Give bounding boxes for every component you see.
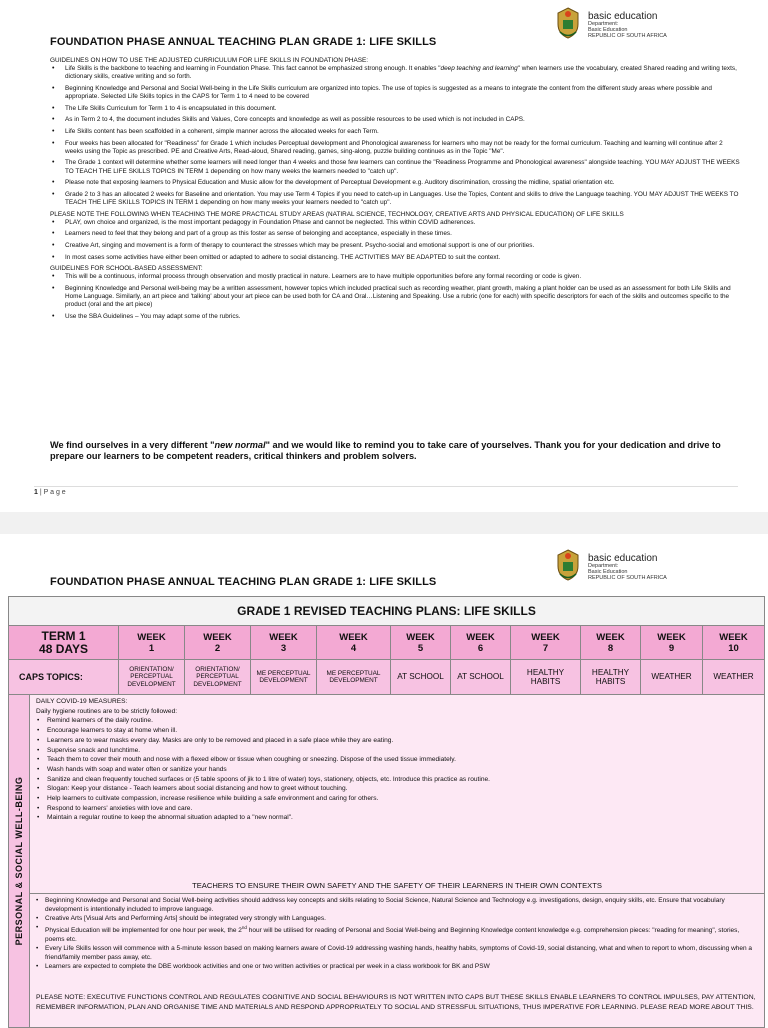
dbe-logo [554,548,704,588]
week-number: 4 [350,642,357,654]
list-item: • Wash hands with soap and water often or sanitize your hands [36,765,758,775]
list-item: • This will be a continuous, informal process through observation and mostly practical in nature. Learners are to have multiple opportunities before any formal recording or code is given. [50,273,740,281]
list-item: • Four weeks has been allocated for "Readiness" for Grade 1 which includes Perceptual development and Phonological awareness for learners who may not be ready for the formal curriculum. Teaching and learning will continue after 2 weeks using the Topic as prescribed. PE and Creative Arts, Read-aloud, Shared reading, games, sing-along, puzzle building continues as in the Topic "Me". [50,140,740,156]
list-item: • Help learners to cultivate compassion, increase resilience while building a safe environment and caring for others. [36,794,758,804]
page-separator [0,512,768,534]
week-header [641,626,703,659]
executive-functions-note: PLEASE NOTE: EXECUTIVE FUNCTIONS CONTROL AND REGULATES COGNITIVE AND SOCIAL BEHAVIOURS IS NOT WRITTEN INTO CAPS BUT THESE SKILLS ENABLE LEARNERS TO CONTROL IMPULSES, PAY ATTENTION, REMEMBER INFORMATION, PLAN AND ORGANISE TIME AND MATERIALS AND RESPOND APPROPRIATELY TO SOCIAL AND STRESSFUL SITUATIONS, THUS IMPERATIVE FOR LEARNING. PLEASE READ MORE ABOUT THIS. [36,994,756,1011]
week-header [119,626,185,659]
list-item: • Please note that exposing learners to Physical Education and Music allow for the development of Perceptual Development e.g. Auditory discrimination, crossing the midline, spatial orientation etc. [50,179,740,187]
list-item: • The Life Skills Curriculum for Term 1 to 4 is encapsulated in this document. [50,105,740,113]
week-label: WEEK [466,631,495,643]
week-header [185,626,251,659]
week-header [581,626,641,659]
week-header [703,626,764,659]
list-item: • Creative Arts [Visual Arts and Performing Arts] should be integrated very strongly with Languages. [36,915,758,924]
covid-list [36,716,758,823]
section-divider [30,893,764,894]
guidelines-list [50,65,740,207]
list-item: • PLAY, own choice and organized, is the most important pedagogy in Foundation Phase and cannot be neglected. This within COVID adherences. [50,219,740,227]
topic-cell: HEALTHY HABITS [511,660,581,694]
list-item: • Maintain a regular routine to keep the abnormal situation adapted to a "new normal". [36,813,758,823]
week-number: 8 [607,642,614,654]
week-label: WEEK [339,631,368,643]
topic-cell: ME PERCEPTUAL DEVELOPMENT [317,660,391,694]
assessment-list [50,273,740,321]
covid-subheader: Daily hygiene routines are to be strictly followed: [36,707,178,715]
list-item: • Use the SBA Guidelines – You may adapt some of the rubrics. [50,313,740,321]
list-item: • Beginning Knowledge and Personal and Social Well-being activities should address key concepts and skills relating to Social Science, Natural Science and Technology e.g. investigations, design, enquiry skills, etc. Ensure that vocabulary development is intentionally included to improve language. [36,897,758,915]
page-number: 1 | P a g e [34,489,66,496]
week-label: WEEK [406,631,435,643]
document-page-2 [0,534,768,1024]
dbe-logo [554,6,704,46]
week-header [317,626,391,659]
week-number: 9 [668,642,675,654]
topic-cell: AT SCHOOL [391,660,451,694]
week-number: 5 [417,642,424,654]
week-number: 2 [214,642,221,654]
week-number: 6 [477,642,484,654]
topic-cell: ORIENTATION/ PERCEPTUAL DEVELOPMENT [119,660,185,694]
logo-line1: Department: [588,21,619,27]
guidelines-section [50,57,740,325]
list-item: • Life Skills is the backbone to teaching and learning in Foundation Phase. This fact cannot be emphasized strong enough. It enables "deep teaching and learning" when learners use the vocabulary, created Shared reading and writing texts, dictionary skills, creative writing and so forth. [50,65,740,81]
page-footer-rule [34,486,738,487]
caps-topics-row [9,660,764,695]
list-item: • Encourage learners to stay at home when ill. [36,726,758,736]
list-item: • Slogan: Keep your distance - Teach learners about social distancing and how to greet without touching. [36,784,758,794]
list-item: • Physical Education will be implemented for one hour per week, the 2nd hour will be utilised for reading of Personal and Social Well-being and Beginning Knowledge content knowledge e.g. comprehension pieces: "reading for meaning", stories, poems etc. [36,924,758,945]
topic-cell: HEALTHY HABITS [581,660,641,694]
closing-part-b: " and we would like to remind you to take care of yourselves. Thank you for your dedication and drive to prepare our learners to be competent readers, critical thinkers and problem solvers. [50,440,721,461]
logo-line2: Basic Education [588,569,628,575]
page-title: FOUNDATION PHASE ANNUAL TEACHING PLAN GRADE 1: LIFE SKILLS [50,36,437,48]
page-title: FOUNDATION PHASE ANNUAL TEACHING PLAN GRADE 1: LIFE SKILLS [50,576,437,588]
covid-header: DAILY COVID-19 MEASURES: [36,698,128,705]
list-item: • Respond to learners' anxieties with love and care. [36,804,758,814]
teachers-safety-line: TEACHERS TO ENSURE THEIR OWN SAFETY AND THE SAFETY OF THEIR LEARNERS IN THEIR OWN CONTEXTS [192,881,602,890]
list-item: • Creative Art, singing and movement is a form of therapy to counteract the stresses which may be present. Psycho-social and emotional support is one of our priorities. [50,242,740,250]
term-cell [9,626,119,659]
list-item: • Teach them to cover their mouth and nose with a flexed elbow or tissue when coughing or sneezing. Dispose of the used tissue immediately. [36,755,758,765]
week-label: WEEK [531,631,560,643]
list-item: • Supervise snack and lunchtime. [36,746,758,756]
topic-cell: ME PERCEPTUAL DEVELOPMENT [251,660,317,694]
page-number-value: 1 [34,489,38,496]
list-item: • Every Life Skills lesson will commence with a 5-minute lesson based on making learners aware of Covid-19 addressing washing hands, healthy habits, symptoms of Covid-19, social distancing, what and when to report to whom, discussing when a friend/family member pass away, etc. [36,945,758,963]
topic-cell: WEATHER [713,672,754,682]
week-number: 10 [728,642,739,654]
bk-psw-section [36,897,758,971]
study-area-side-label [9,695,30,1027]
list-item: • The Grade 1 context will determine whether some learners will need longer than 4 weeks and those few learners can continue the "Readiness Programme and Phonological awareness" alongside teaching. YOU MAY ADJUST THE WEEKS TO TEACH THE LIFE SKILLS TOPICS IN TERM 1 depending on how many weeks the learners needed to "catch up". [50,159,740,175]
logo-line3: REPUBLIC OF SOUTH AFRICA [588,33,667,39]
caps-topics-label: CAPS TOPICS: [9,660,119,694]
coat-of-arms-icon [554,6,582,40]
page-label: P a g e [43,489,66,496]
week-label: WEEK [657,631,686,643]
guidelines-header: GUIDELINES ON HOW TO USE THE ADJUSTED CURRICULUM FOR LIFE SKILLS IN FOUNDATION PHASE: [50,57,369,64]
week-number: 3 [280,642,287,654]
covid-measures-section [36,697,758,823]
list-item: • Learners are to wear masks every day. Masks are only to be removed and placed in a safe place while they are eating. [36,736,758,746]
week-header [391,626,451,659]
plan-body [30,695,764,1027]
list-item: • Learners need to feel that they belong and part of a group as this foster as sense of belonging and acceptance, especially in these times. [50,230,740,238]
week-label: WEEK [596,631,625,643]
week-label: WEEK [719,631,748,643]
logo-name: basic education [588,553,658,564]
logo-line1: Department: [588,563,619,569]
practical-list [50,219,740,262]
document-page-1 [0,0,768,512]
topic-cell: WEATHER [641,660,703,694]
week-header [451,626,511,659]
list-item: • Learners are expected to complete the DBE workbook activities and one or two written activities or practical per week in a class workbook for BK and PSW [36,963,758,972]
table-title: GRADE 1 REVISED TEACHING PLANS: LIFE SKILLS [9,597,764,626]
logo-name: basic education [588,11,658,22]
list-item: • In most cases some activities have either been omitted or adapted to adhere to social distancing. THE ACTIVITIES MAY BE ADAPTED to suit the context. [50,254,740,262]
week-label: WEEK [137,631,166,643]
week-number: 1 [148,642,155,654]
list-item: • Remind learners of the daily routine. [36,716,758,726]
closing-message [50,440,740,462]
list-item: • Grade 2 to 3 has an allocated 2 weeks for Baseline and orientation. You may use Term 4 Topics if you need to catch-up in Languages. Use the Topics, Content and skills to drive the Language teaching. YOU MAY ADJUST THE WEEKS TO TEACH THE LIFE SKILLS TOPICS IN TERM 1 depending on how many weeks your learners needed to "catch up". [50,191,740,207]
list-item: • Beginning Knowledge and Personal well-being may be a written assessment, however topics which included practical such as recording weather, plant growth, making a plant holder can be used as an assessment for both Life Skills and Home Language. Similarly, an art piece and 'talking' about your art piece can be used both for CA and Oral…Listening and Speaking. Use a rubric (one for each) with specific descriptors for each of the skills and outcomes specific to the product (oral and the art piece) [50,285,740,310]
side-label-text: PERSONAL & SOCIAL WELL-BEING [14,776,24,946]
logo-line3: REPUBLIC OF SOUTH AFRICA [588,575,667,581]
week-header [511,626,581,659]
topic-cell: ORIENTATION/ PERCEPTUAL DEVELOPMENT [185,660,251,694]
coat-of-arms-icon [554,548,582,582]
logo-line2: Basic Education [588,27,628,33]
term-row [9,626,764,660]
assessment-header: GUIDELINES FOR SCHOOL-BASED ASSESSMENT: [50,265,203,273]
week-label: WEEK [203,631,232,643]
list-item: • Life Skills content has been scaffolded in a coherent, simple manner across the allocated weeks for each Term. [50,128,740,136]
closing-part-a: We find ourselves in a very different " [50,440,215,450]
list-item: • Sanitize and clean frequently touched surfaces or (5 table spoons of jik to 1 litre of water) toys, stationery, objects, etc. Introduce this practice as routine. [36,775,758,785]
term-days: 48 DAYS [39,641,88,656]
week-label: WEEK [269,631,298,643]
list-item: • As in Term 2 to 4, the document includes Skills and Values, Core concepts and knowledge as well as possible resources to be used which is not included in CAPS. [50,116,740,124]
term-label: TERM 1 [41,628,86,643]
practical-header: PLEASE NOTE THE FOLLOWING WHEN TEACHING THE MORE PRACTICAL STUDY AREAS (NATIRAL SCIENCE, TECHNOLOGY, CREATIVE ARTS AND PHYSICAL EDUCATION) OF LIFE SKILLS [50,210,624,218]
topic-cell: AT SCHOOL [451,660,511,694]
list-item: • Beginning Knowledge and Personal and Social Well-being in the Life Skills curriculum are organized into topics. The use of topics is suggested as a means to integrate the content from the different study areas where possible and appropriate. Selected Life Skills topics in the CAPS for Term 1 to 4 need to be covered [50,85,740,101]
bk-psw-list [36,897,758,971]
teaching-plan-table [8,596,765,1028]
week-number: 7 [542,642,549,654]
week-header [251,626,317,659]
closing-emphasis: new normal [214,440,266,450]
